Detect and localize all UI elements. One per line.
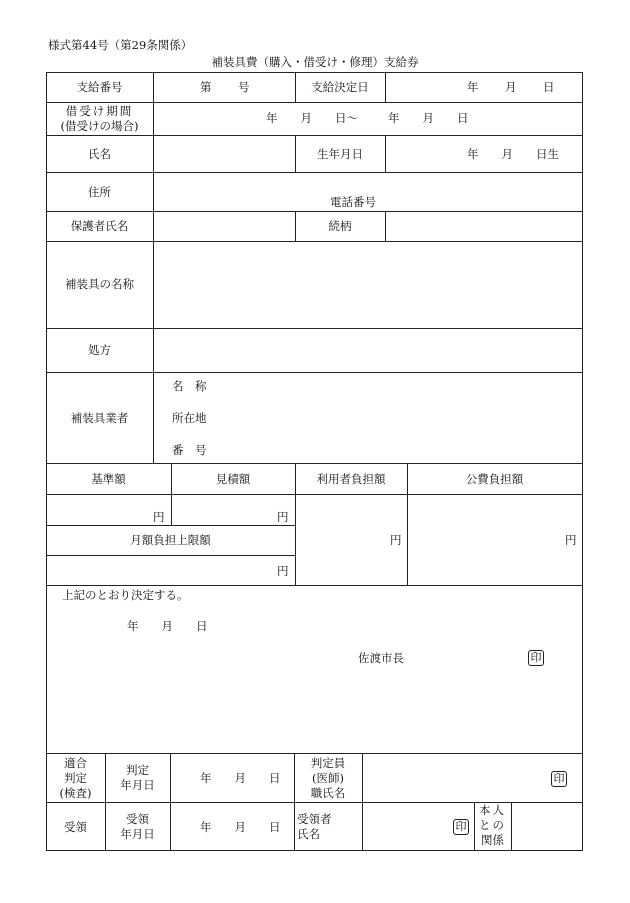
- vendor-address-label: 所在地: [172, 411, 207, 425]
- monthly-cap-label: 月額負担上限額: [130, 533, 211, 547]
- decision-date-year: 年: [467, 80, 479, 94]
- judge-person-label-2: (医師): [312, 771, 344, 785]
- receipt-label: 受領: [64, 820, 87, 834]
- user-burden-yen: 円: [390, 533, 402, 547]
- row-line: [46, 463, 583, 464]
- birth-date-value: 年 月 日生: [467, 147, 559, 161]
- vendor-name-label: 名 称: [172, 379, 207, 393]
- receipt-date-value: 年 月 日: [200, 820, 281, 834]
- standard-amount-yen: 円: [153, 510, 165, 524]
- receipt-date-label-1: 受領: [126, 812, 149, 826]
- relation-with-person-2: との: [479, 818, 506, 832]
- standard-amount-label: 基準額: [91, 472, 126, 486]
- receiver-label-1: 受領者: [297, 812, 332, 826]
- col-line: [170, 753, 171, 851]
- device-name-label: 補装具の名称: [65, 277, 134, 291]
- mayor-seal: 印: [528, 650, 544, 666]
- lease-period-to: 年 月 日: [388, 111, 469, 125]
- monthly-cap-yen: 円: [277, 564, 289, 578]
- vendor-number-label: 番 号: [172, 443, 207, 457]
- judge-person-label-3: 職氏名: [310, 786, 346, 800]
- judge-date-value: 年 月 日: [200, 771, 281, 785]
- mayor-title: 佐渡市長: [358, 651, 404, 665]
- vendor-label: 補装具業者: [70, 411, 129, 425]
- col-line: [385, 72, 386, 102]
- lease-period-sublabel: (借受けの場合): [60, 119, 139, 133]
- decision-date-day: 日: [543, 80, 555, 94]
- user-burden-label: 利用者負担額: [316, 472, 386, 486]
- public-burden-label: 公費負担額: [465, 472, 524, 486]
- table-border-right: [582, 72, 583, 851]
- lease-period-label: 借受け期間: [65, 104, 134, 118]
- decision-date-month: 月: [505, 80, 517, 94]
- guardian-name-label: 保護者氏名: [70, 219, 129, 233]
- payment-number-dai: 第: [200, 80, 212, 94]
- birth-date-label: 生年月日: [317, 147, 363, 161]
- judge-person-label-1: 判定員: [310, 756, 346, 770]
- row-line: [46, 753, 583, 754]
- payment-number-label: 支給番号: [76, 80, 123, 94]
- row-line: [46, 525, 295, 526]
- decision-date: 年 月 日: [127, 619, 208, 633]
- row-line: [46, 241, 583, 242]
- judge-date-label-1: 判定: [126, 763, 149, 777]
- row-line: [46, 372, 583, 373]
- table-border-top: [46, 72, 583, 73]
- decision-text: 上記のとおり決定する。: [62, 588, 189, 602]
- relation-with-person-1: 本人: [479, 803, 506, 817]
- prescription-label: 処方: [88, 343, 111, 357]
- col-line: [385, 135, 386, 172]
- row-line: [46, 328, 583, 329]
- col-line: [153, 72, 154, 463]
- name-label: 氏名: [88, 147, 111, 161]
- row-line: [46, 102, 583, 103]
- judge-seal: 印: [551, 771, 567, 787]
- row-line: [46, 585, 583, 586]
- form-number: 様式第44号（第29条関係）: [48, 38, 193, 52]
- col-line: [511, 802, 512, 851]
- phone-label: 電話番号: [330, 195, 376, 209]
- form-title: 補装具費（購入・借受け・修理）支給券: [211, 55, 419, 69]
- relation-label: 続柄: [328, 219, 352, 233]
- fit-judgement-label-3: (検査): [59, 786, 92, 800]
- receiver-label-2: 氏名: [297, 827, 320, 841]
- row-line: [46, 494, 583, 495]
- col-line: [362, 753, 363, 851]
- estimate-amount-yen: 円: [277, 510, 289, 524]
- decision-date-label: 支給決定日: [311, 80, 369, 94]
- estimate-amount-label: 見積額: [215, 472, 251, 486]
- row-line: [46, 172, 583, 173]
- payment-number-go: 号: [238, 80, 250, 94]
- fit-judgement-label-2: 判定: [64, 771, 87, 785]
- fit-judgement-label-1: 適合: [64, 756, 87, 770]
- row-line: [46, 135, 583, 136]
- table-border-bottom: [46, 850, 583, 851]
- row-line: [46, 211, 583, 212]
- receipt-date-label-2: 年月日: [120, 827, 155, 841]
- public-burden-yen: 円: [565, 533, 577, 547]
- lease-period-from: 年 月 日〜: [266, 111, 358, 125]
- judge-date-label-2: 年月日: [120, 778, 155, 792]
- address-label: 住所: [88, 185, 111, 199]
- col-line: [385, 211, 386, 241]
- relation-with-person-3: 関係: [481, 833, 504, 847]
- receiver-seal: 印: [453, 819, 469, 835]
- row-line: [46, 555, 295, 556]
